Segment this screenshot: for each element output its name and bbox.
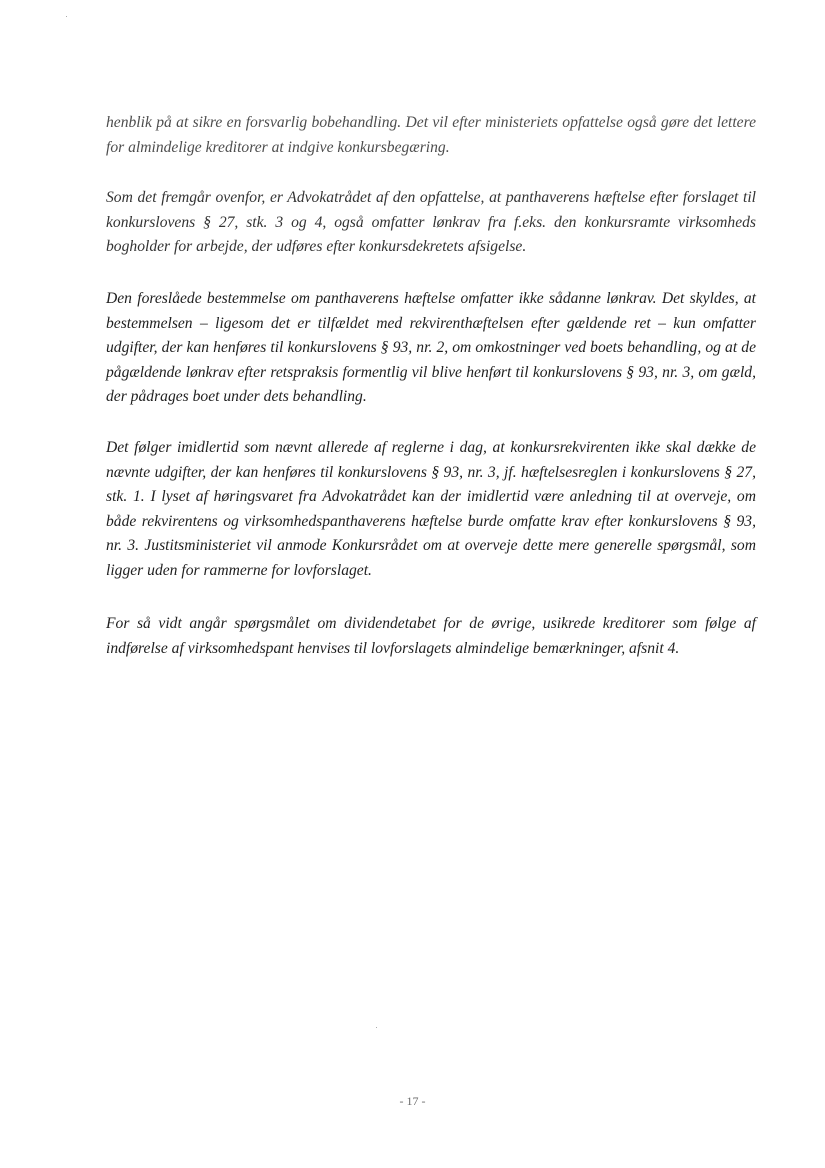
paragraph-2: Som det fremgår ovenfor, er Advokatrådet af den opfattelse, at panthaverens hæftelse efter forslaget til konkurslovens § 27, stk. 3 og 4, også omfatter lønkrav fra f.eks. den konkursramte virksomheds bogholder for arbejde, der udføres efter konkursdekretets afsigelse. (106, 189, 756, 255)
page-number: - 17 - (399, 1094, 426, 1108)
paragraph-3: Den foreslåede bestemmelse om panthaverens hæftelse omfatter ikke sådanne lønkrav. Det skyldes, at bestemmelsen – ligesom det er tilfældet med rekvirenthæftelsen efter gældende ret – kun omfatter udgifter, der kan henføres til konkurslovens § 93, nr. 2, om omkostninger ved boets behandling, og at de pågældende lønkrav efter retspraksis formentlig vil blive henført til konkurslovens § 93, nr. 3, om gæld, der pådrages boet under dets behandling. (106, 290, 756, 405)
paragraph-4: Det følger imidlertid som nævnt allerede af reglerne i dag, at konkursrekvirenten ikke skal dække de nævnte udgifter, der kan henføres til konkurslovens § 93, nr. 3, jf. hæftelsesreglen i konkurslovens § 27, stk. 1. I lyset af høringsvaret fra Advokatrådet kan der imidlertid være anledning til at overveje, om både rekvirentens og virksomhedspanthaverens hæftelse burde omfatte krav efter konkurslovens § 93, nr. 3. Justitsministeriet vil anmode Konkursrådet om at overveje dette mere generelle spørgsmål, som ligger uden for rammerne for lovforslaget. (106, 439, 756, 579)
scan-speck (66, 16, 67, 17)
paragraph-5: For så vidt angår spørgsmålet om dividendetabet for de øvrige, usikrede kreditorer som følge af indførelse af virksomhedspant henvises til lovforslagets almindelige bemærkninger, afsnit 4. (106, 615, 756, 657)
paragraph-1: henblik på at sikre en forsvarlig bobehandling. Det vil efter ministeriets opfattelse også gøre det lettere for almindelige kreditorer at indgive konkursbegæring. (106, 114, 756, 156)
scan-speck (376, 1027, 377, 1028)
